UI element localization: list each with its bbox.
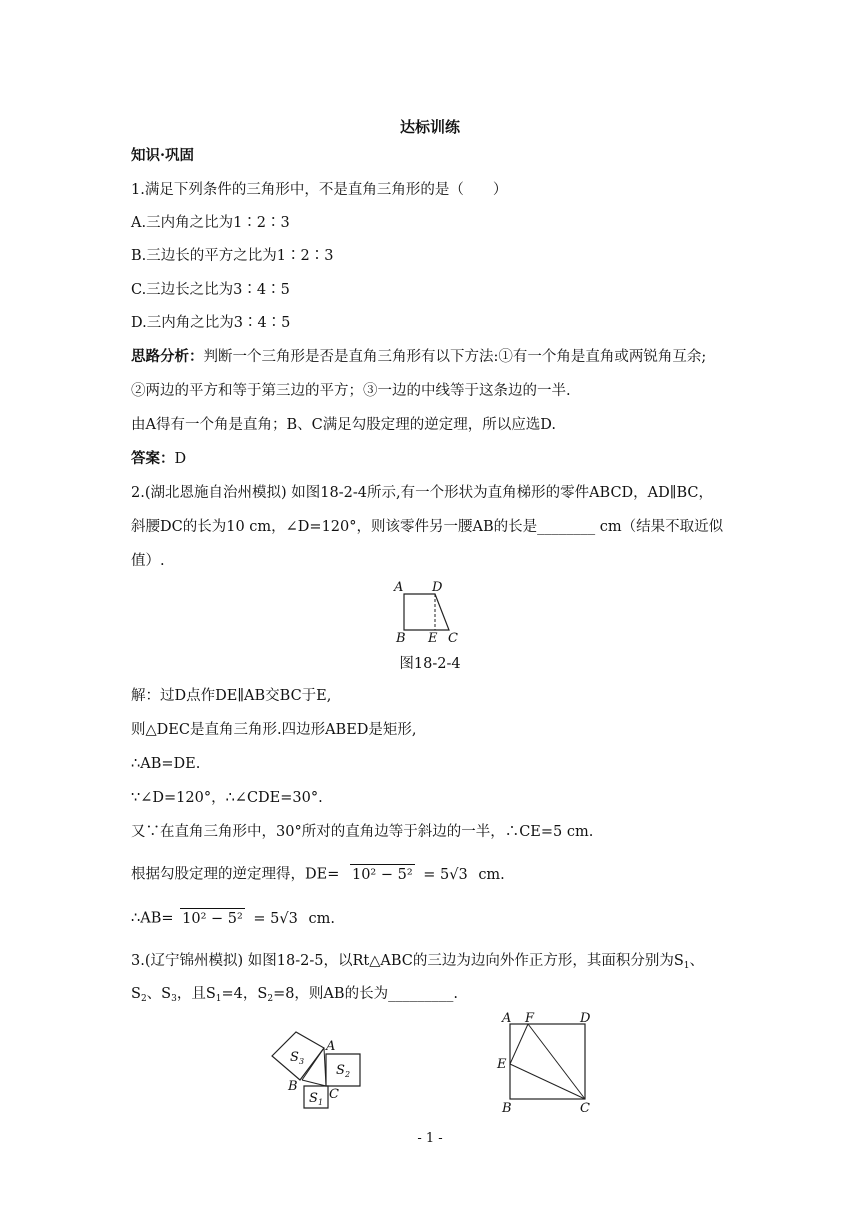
sqrt-expression-2 — [180, 908, 245, 929]
q2-solution-7 — [131, 908, 335, 929]
label-d: D — [432, 580, 443, 595]
label-c: C — [448, 631, 458, 644]
label-s2-sub: 2 — [345, 1070, 351, 1079]
equals-result-2: = 5√3 — [253, 910, 298, 927]
q1-analysis — [131, 347, 706, 367]
label-c-left: C — [329, 1087, 339, 1102]
label-s2: S — [336, 1063, 345, 1078]
q2-line-1: 2.(湖北恩施自治州模拟) 如图18-2-4所示,有一个形状为直角梯形的零件ABCD，AD∥BC， — [131, 485, 713, 501]
q1-stem: 1.满足下列条件的三角形中，不是直角三角形的是（ ） — [131, 182, 508, 198]
label-s3: S — [290, 1050, 299, 1065]
answer-value: D — [174, 451, 187, 467]
radicand-text: 10² − 5² — [351, 867, 413, 883]
q2-solution-3: ∴AB=DE. — [131, 756, 201, 772]
label-s3-sub: 3 — [299, 1057, 305, 1066]
q2-line-2: 斜腰DC的长为10 cm，∠D=120°，则该零件另一腰AB的长是________ cm（结果不取近似 — [131, 519, 724, 535]
q3-s2-lead: =4，S — [221, 986, 268, 1002]
label-b: B — [396, 631, 406, 644]
q1-option-d: D.三内角之比为3∶4∶5 — [131, 315, 291, 331]
sub-1b: 1 — [215, 994, 222, 1004]
label-a-left: A — [326, 1039, 336, 1054]
q3-s1-lead: ，且S — [176, 986, 216, 1002]
section-heading: 知识·巩固 — [131, 147, 195, 164]
figure-square-triangle — [494, 1010, 604, 1115]
figure-squares — [262, 1020, 372, 1115]
sol7-prefix: ∴AB= — [131, 910, 174, 927]
label-a: A — [394, 580, 404, 595]
analysis-text-3: 由A得有一个角是直角；B、C满足勾股定理的逆定理，所以应选D. — [131, 417, 556, 433]
label-b-right: B — [502, 1101, 512, 1115]
equals-result: = 5√3 — [423, 866, 468, 883]
q2-solution-6 — [131, 864, 505, 885]
q2-solution-2: 则△DEC是直角三角形.四边形ABED是矩形, — [131, 722, 417, 738]
label-s1: S — [309, 1091, 318, 1106]
label-f-right: F — [525, 1011, 535, 1026]
q1-answer — [131, 449, 186, 469]
label-s1-sub: 1 — [318, 1098, 324, 1107]
sub-3: 3 — [171, 994, 177, 1004]
label-d-right: D — [580, 1011, 591, 1026]
figure-trapezoid — [392, 578, 472, 644]
unit-text-2: cm. — [308, 910, 335, 927]
analysis-text-1: 判断一个三角形是否是直角三角形有以下方法:①有一个角是直角或两锐角互余; — [203, 349, 707, 365]
page-number: - 1 - — [417, 1131, 443, 1146]
q2-solution-5: 又∵在直角三角形中，30°所对的直角边等于斜边的一半，∴CE=5 cm. — [131, 824, 594, 840]
radicand-text-2: 10² − 5² — [182, 911, 243, 927]
q3-line-1-tail: 、 — [689, 953, 705, 969]
sub-2: 2 — [140, 994, 147, 1004]
q3-line-1-text: 3.(辽宁锦州模拟) 如图18-2-5，以Rt△ABC的三边为边向外作正方形，其面积分别为S — [131, 953, 684, 969]
answer-label: 答案： — [131, 450, 175, 467]
q1-option-a: A.三内角之比为1∶2∶3 — [131, 215, 290, 231]
q2-solution-4: ∵∠D=120°，∴∠CDE=30°. — [131, 790, 323, 806]
q3-line-1 — [131, 951, 704, 976]
sub-2b: 2 — [267, 994, 274, 1004]
q3-s2: S — [131, 986, 141, 1002]
sub-1: 1 — [683, 961, 690, 971]
sqrt-expression — [350, 864, 415, 885]
label-e-right: E — [497, 1057, 507, 1072]
label-a-right: A — [502, 1011, 512, 1026]
q1-option-c: C.三边长之比为3∶4∶5 — [131, 282, 290, 298]
sol6-prefix: 根据勾股定理的逆定理得，DE= — [131, 866, 340, 883]
unit-text: cm. — [478, 866, 505, 883]
q1-option-b: B.三边长的平方之比为1∶2∶3 — [131, 248, 334, 264]
label-c-right: C — [580, 1101, 590, 1115]
q3-s3: 、S — [146, 986, 172, 1002]
q3-line-2-tail: =8，则AB的长为_________. — [273, 986, 458, 1002]
analysis-label: 思路分析： — [131, 348, 204, 365]
label-e: E — [428, 631, 438, 644]
figure-caption-18-2-4: 图18-2-4 — [399, 656, 461, 672]
analysis-text-2: ②两边的平方和等于第三边的平方；③一边的中线等于这条边的一半. — [131, 383, 571, 399]
page-title: 达标训练 — [399, 118, 460, 136]
q2-line-3: 值）. — [131, 553, 165, 569]
label-b-left: B — [288, 1079, 298, 1094]
q3-line-2 — [131, 984, 458, 1009]
q2-solution-1: 解：过D点作DE∥AB交BC于E, — [131, 688, 332, 704]
